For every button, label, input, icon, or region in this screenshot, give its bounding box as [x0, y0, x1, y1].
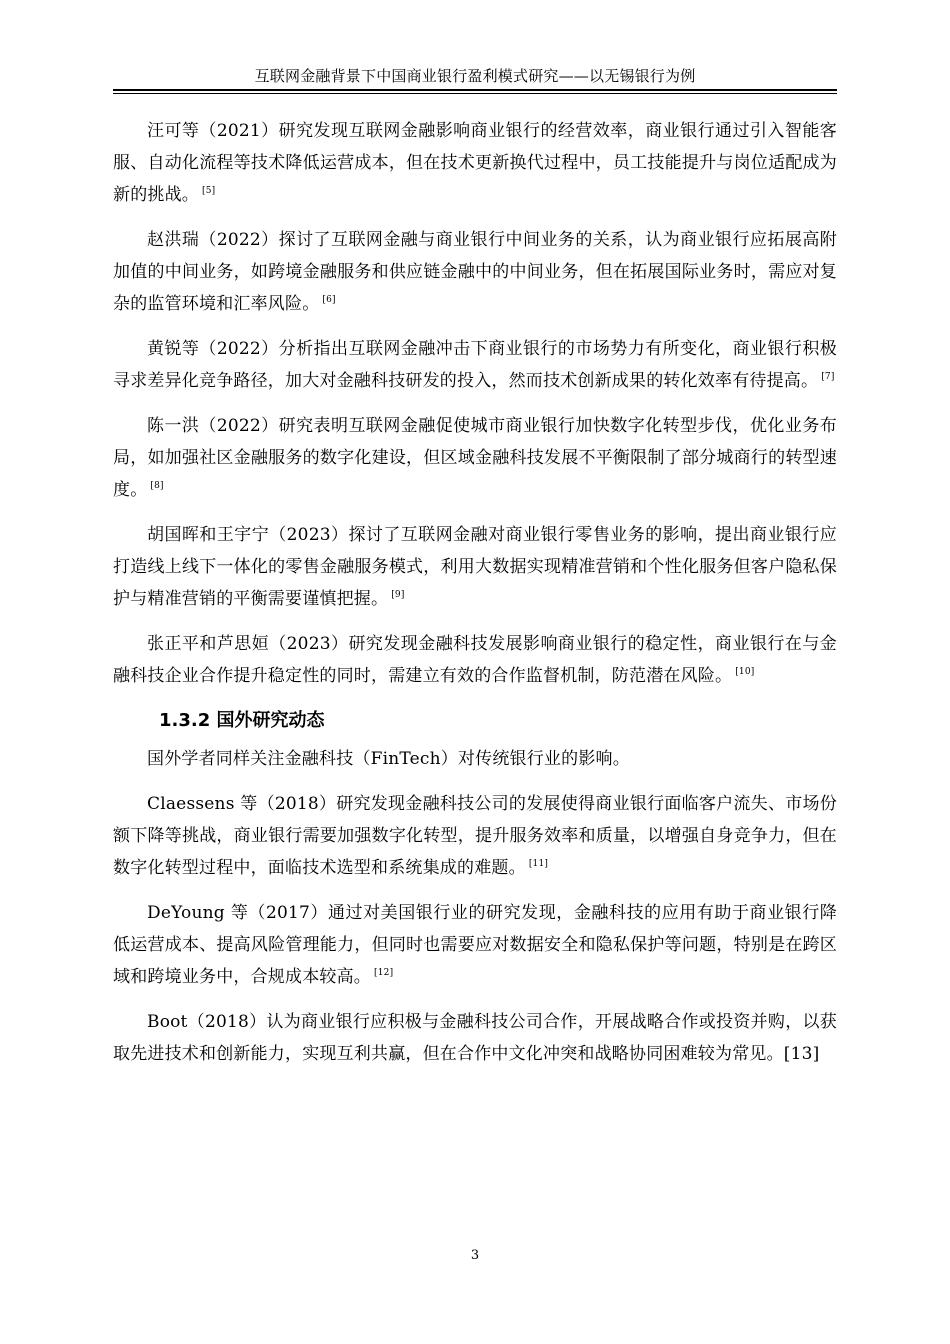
paragraph-text: 赵洪瑞（2022）探讨了互联网金融与商业银行中间业务的关系，认为商业银行应拓展高附加值的中间业务，如跨境金融服务和供应链金融中的中间业务，但在拓展国际业务时，需应对复杂的监管环境和汇率风险。	[113, 230, 837, 314]
paragraph-text: 陈一洪（2022）研究表明互联网金融促使城市商业银行加快数字化转型步伐，优化业务布局，如加强社区金融服务的数字化建设，但区域金融科技发展不平衡限制了部分城商行的转型速度。	[113, 416, 837, 500]
paragraph-text: 张正平和芦思姮（2023）研究发现金融科技发展影响商业银行的稳定性，商业银行在与金融科技企业合作提升稳定性的同时，需建立有效的合作监督机制，防范潜在风险。	[113, 634, 837, 686]
paragraph-claessens	[113, 788, 837, 884]
paragraph-huang-rui	[113, 333, 837, 397]
paragraph-chen-yihong	[113, 410, 837, 506]
page-number: 3	[470, 1248, 480, 1263]
paragraph-text: 汪可等（2021）研究发现互联网金融影响商业银行的经营效率，商业银行通过引入智能客服、自动化流程等技术降低运营成本，但在技术更新换代过程中，员工技能提升与岗位适配成为新的挑战。	[113, 121, 837, 205]
header-rule-thick	[113, 89, 837, 91]
page-body	[113, 115, 837, 1083]
paragraph-zhao-hongrui	[113, 224, 837, 320]
paragraph-deyoung	[113, 897, 837, 993]
citation-10: [10]	[735, 667, 755, 677]
paragraph-text: DeYoung 等（2017）通过对美国银行业的研究发现，金融科技的应用有助于商业银行降低运营成本、提高风险管理能力，但同时也需要应对数据安全和隐私保护等问题，特别是在跨区域和跨境业务中，合规成本较高。	[113, 903, 837, 987]
citation-11: [11]	[528, 859, 549, 869]
header-rule-thin	[113, 93, 837, 94]
section-heading: 1.3.2 国外研究动态	[159, 710, 325, 731]
citation-7: [7]	[821, 372, 835, 382]
paragraph-text: 国外学者同样关注金融科技（FinTech）对传统银行业的影响。	[147, 749, 630, 769]
citation-8: [8]	[150, 481, 164, 491]
paragraph-hu-guohui	[113, 519, 837, 615]
citation-6: [6]	[322, 295, 336, 305]
citation-5: [5]	[202, 186, 216, 196]
paragraph-intro-foreign	[113, 743, 837, 775]
paragraph-text: Boot（2018）认为商业银行应积极与金融科技公司合作，开展战略合作或投资并购，以获取先进技术和创新能力，实现互利共赢，但在合作中文化冲突和战略协同困难较为常见。[13]	[113, 1012, 837, 1064]
citation-9: [9]	[391, 590, 405, 600]
paragraph-text: Claessens 等（2018）研究发现金融科技公司的发展使得商业银行面临客户流失、市场份额下降等挑战，商业银行需要加强数字化转型，提升服务效率和质量，以增强自身竞争力，但在数字化转型过程中，面临技术选型和系统集成的难题。	[113, 794, 837, 878]
paragraph-boot	[113, 1006, 837, 1070]
citation-12: [12]	[374, 968, 394, 978]
running-header: 互联网金融背景下中国商业银行盈利模式研究——以无锡银行为例	[254, 67, 696, 85]
paragraph-wang-ke	[113, 115, 837, 211]
paragraph-text: 黄锐等（2022）分析指出互联网金融冲击下商业银行的市场势力有所变化，商业银行积极寻求差异化竞争路径，加大对金融科技研发的投入，然而技术创新成果的转化效率有待提高。	[113, 339, 837, 391]
paragraph-zhang-zhengping	[113, 628, 837, 692]
paragraph-text: 胡国晖和王宇宁（2023）探讨了互联网金融对商业银行零售业务的影响，提出商业银行应打造线上线下一体化的零售金融服务模式，利用大数据实现精准营销和个性化服务但客户隐私保护与精准营销的平衡需要谨慎把握。	[113, 525, 837, 609]
